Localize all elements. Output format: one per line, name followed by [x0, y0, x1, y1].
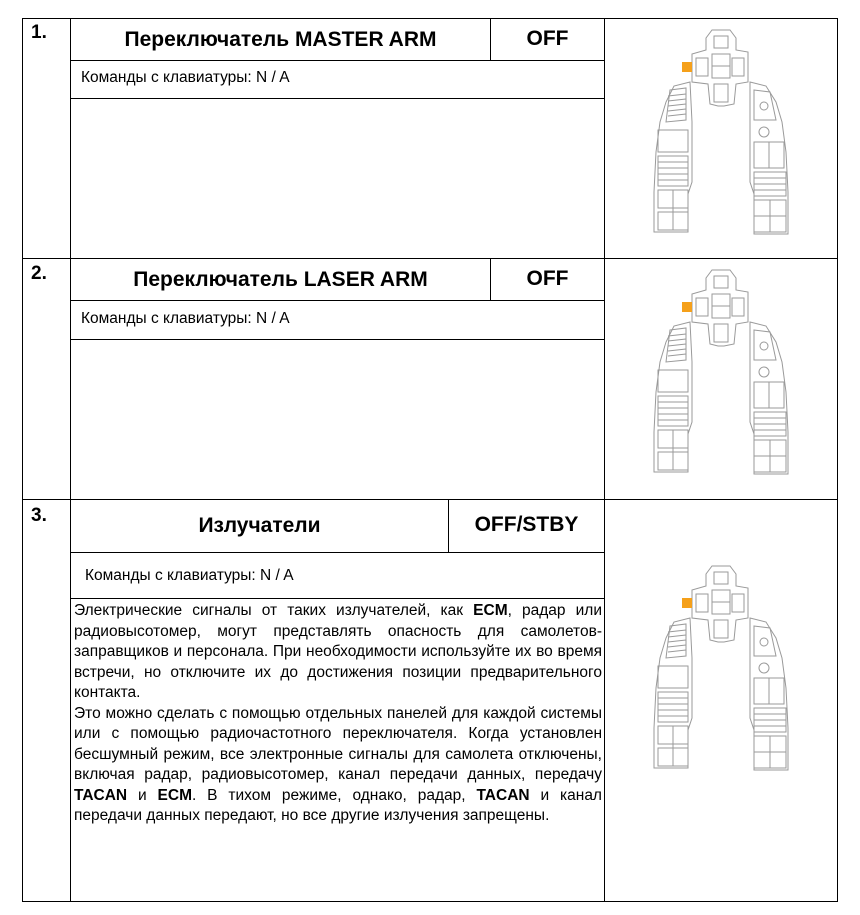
description-paragraph-2: Это можно сделать с помощью отдельных панелей для каждой системы или с помощью радиочастотного переключателя. Когда установлен бесшумный режим, все электронные сигналы для самолета отключены, включая радар, радиовысотомер, канал передачи данных, передачу TACAN и ECM. В тихом режиме, однако, радар, TACAN и канал передачи данных передают, но все другие излучения запрещены. [74, 704, 602, 824]
item-description [74, 601, 602, 827]
table-bottom-border [22, 901, 838, 902]
keyboard-commands: Команды с клавиатуры: N / A [81, 310, 290, 327]
table-left-border [22, 18, 23, 902]
item-title: Переключатель LASER ARM [133, 267, 428, 291]
item-number: 2. [31, 263, 47, 284]
item-state: OFF [526, 26, 569, 50]
cockpit-diagram-icon [630, 262, 810, 482]
item-title: Излучатели [198, 514, 321, 537]
cockpit-diagram-icon [630, 22, 810, 242]
item-title: Переключатель MASTER ARM [124, 27, 437, 51]
cockpit-diagram-icon [630, 558, 810, 778]
number-column-divider [70, 18, 71, 902]
item-number: 3. [31, 505, 47, 526]
keyboard-commands: Команды с клавиатуры: N / A [85, 567, 294, 584]
table-right-border [837, 18, 838, 902]
item-number: 1. [31, 22, 47, 43]
description-paragraph-1: Электрические сигналы от таких излучателей, как ECM, радар или радиовысотомер, могут представлять опасность для самолетов-заправщиков и персонала. При необходимости используйте их во время встречи, но отключите их до достижения позиции предварительного контакта. [74, 602, 602, 701]
keyboard-commands: Команды с клавиатуры: N / A [81, 69, 290, 86]
item-state: OFF/STBY [474, 513, 579, 536]
item-state: OFF [526, 266, 569, 290]
diagram-column-divider [604, 18, 605, 902]
